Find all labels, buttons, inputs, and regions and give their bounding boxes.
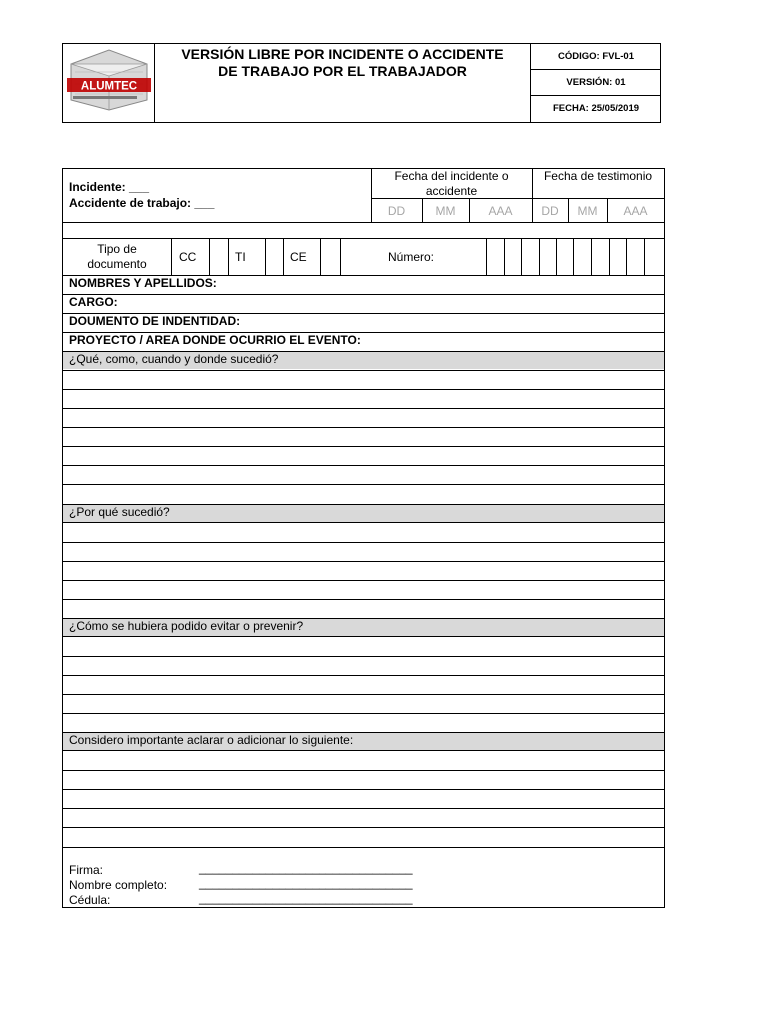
doc-type-cc: CC: [179, 250, 197, 264]
accident-label: Accidente de trabajo: ___: [69, 196, 215, 210]
doc-type-label-1: Tipo de: [97, 242, 137, 256]
question-why: ¿Por qué sucedió?: [69, 505, 170, 519]
document-code: CÓDIGO: FVL-01: [531, 44, 661, 70]
cedula-label: Cédula:: [69, 893, 111, 907]
cargo-label: CARGO:: [69, 295, 118, 309]
incident-date-label-2: accidente: [425, 184, 478, 198]
testimony-aaa: AAA: [623, 204, 648, 218]
logo-cell: [63, 44, 155, 122]
incident-date-label-1: Fecha del incidente o: [394, 169, 509, 183]
document-version: VERSIÓN: 01: [531, 70, 661, 96]
document-date: FECHA: 25/05/2019: [552, 103, 640, 114]
testimony-date-label: Fecha de testimonio: [543, 169, 653, 183]
document-title: [155, 44, 530, 124]
doc-type-ti: TI: [235, 250, 246, 264]
testimony-mm: MM: [577, 204, 598, 218]
incident-mm: MM: [435, 204, 456, 218]
incident-aaa: AAA: [488, 204, 513, 218]
incident-dd: DD: [387, 204, 406, 218]
incident-form: [62, 168, 665, 908]
company-logo: [63, 44, 154, 122]
nombre-completo-line: ________________________________: [199, 876, 413, 890]
doc-type-label-2: documento: [87, 257, 147, 271]
nombre-completo-label: Nombre completo:: [69, 878, 168, 892]
cedula-line: ________________________________: [199, 891, 413, 905]
document-id-label: DOUMENTO DE INDENTIDAD:: [69, 314, 241, 328]
project-label: PROYECTO / AREA DONDE OCURRIO EL EVENTO:: [69, 333, 361, 347]
firma-label: Firma:: [69, 863, 103, 877]
doc-type-ce: CE: [290, 250, 307, 264]
title-line-1: VERSIÓN LIBRE POR INCIDENTE O ACCIDENTE: [181, 46, 504, 62]
names-label: NOMBRES Y APELLIDOS:: [69, 276, 217, 290]
document-meta: [530, 44, 661, 122]
logo-text: ALUMTEC: [80, 80, 138, 93]
title-line-2: DE TRABAJO POR EL TRABAJADOR: [218, 63, 467, 79]
question-what-how: ¿Qué, como, cuando y donde sucedió?: [69, 352, 279, 366]
incident-label: Incidente: ___: [69, 180, 150, 194]
testimony-dd: DD: [541, 204, 559, 218]
question-additional: Considero importante aclarar o adicionar lo siguiente:: [69, 733, 354, 747]
document-header: [62, 43, 661, 123]
question-prevent: ¿Cómo se hubiera podido evitar o prevenir?: [69, 619, 304, 633]
firma-line: ________________________________: [199, 861, 413, 875]
numero-label: Número:: [388, 250, 435, 264]
